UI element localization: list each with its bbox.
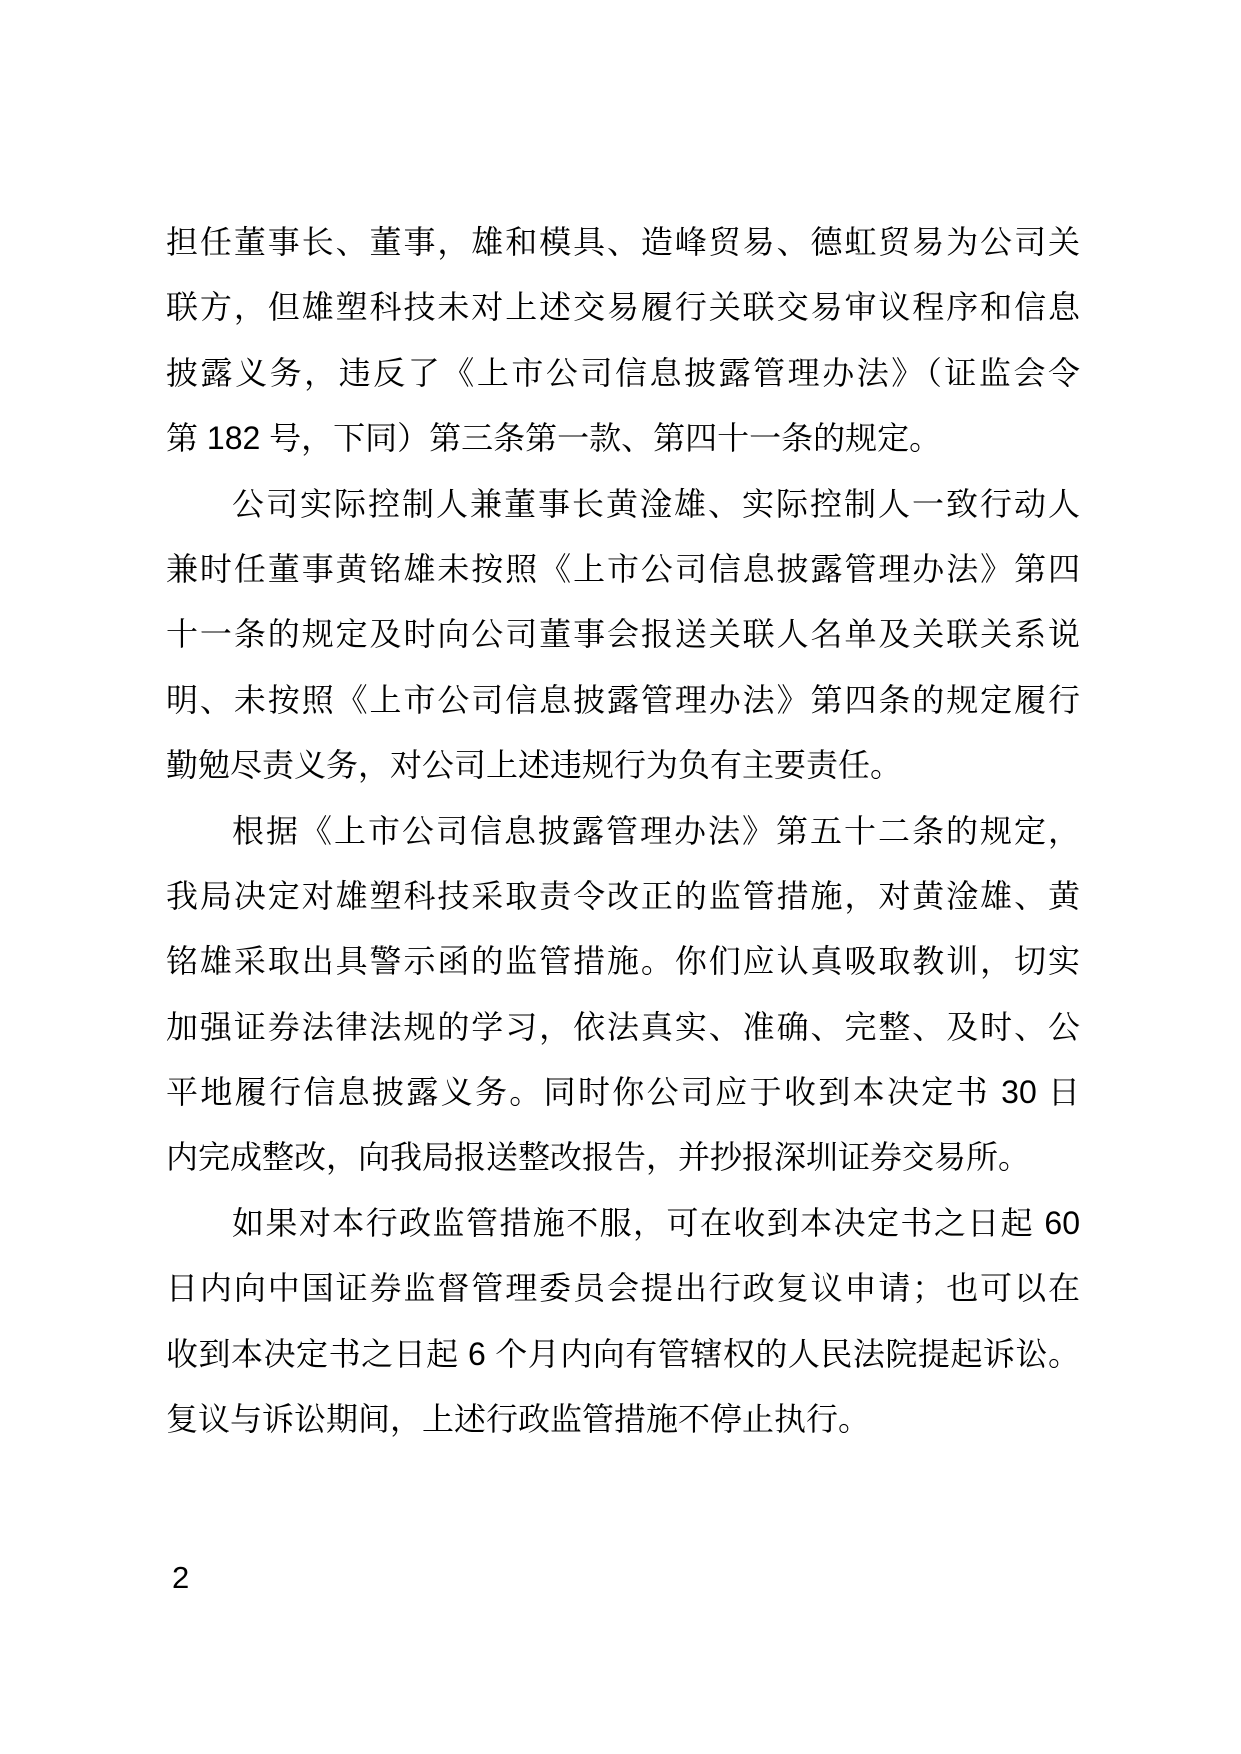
text-line: 联方，但雄塑科技未对上述交易履行关联交易审议程序和信息 bbox=[166, 289, 1080, 326]
text-line: 铭雄采取出具警示函的监管措施。你们应认真吸取教训，切实 bbox=[166, 943, 1080, 980]
text-line: 内完成整改，向我局报送整改报告，并抄报深圳证券交易所。 bbox=[166, 1139, 1031, 1176]
text-line: 十一条的规定及时向公司董事会报送关联人名单及关联关系说 bbox=[166, 616, 1080, 653]
paragraph bbox=[166, 799, 1080, 1191]
text-line: 如果对本行政监管措施不服，可在收到本决定书之日起 60 bbox=[232, 1204, 1080, 1241]
text-line: 平地履行信息披露义务。同时你公司应于收到本决定书 30 日 bbox=[166, 1074, 1080, 1111]
text-line: 加强证券法律法规的学习，依法真实、准确、完整、及时、公 bbox=[166, 1008, 1080, 1045]
paragraph bbox=[166, 1191, 1080, 1453]
text-line: 日内向中国证券监督管理委员会提出行政复议申请；也可以在 bbox=[166, 1270, 1080, 1307]
text-line: 担任董事长、董事，雄和模具、造峰贸易、德虹贸易为公司关 bbox=[166, 224, 1080, 260]
text-line: 勤勉尽责义务，对公司上述违规行为负有主要责任。 bbox=[166, 747, 903, 784]
text-line: 复议与诉讼期间，上述行政监管措施不停止执行。 bbox=[166, 1401, 871, 1438]
text-line: 我局决定对雄塑科技采取责令改正的监管措施，对黄淦雄、黄 bbox=[166, 877, 1080, 914]
paragraph bbox=[166, 210, 1080, 472]
text-line: 披露义务，违反了《上市公司信息披露管理办法》（证监会令 bbox=[166, 354, 1080, 391]
text-line: 公司实际控制人兼董事长黄淦雄、实际控制人一致行动人 bbox=[232, 485, 1080, 522]
text-line: 收到本决定书之日起 6 个月内向有管辖权的人民法院提起诉讼。 bbox=[166, 1335, 1080, 1372]
text-line: 明、未按照《上市公司信息披露管理办法》第四条的规定履行 bbox=[166, 681, 1080, 718]
text-line: 兼时任董事黄铭雄未按照《上市公司信息披露管理办法》第四 bbox=[166, 550, 1080, 587]
document-body bbox=[166, 210, 1080, 1452]
page-number: 2 bbox=[172, 1560, 190, 1595]
text-line: 根据《上市公司信息披露管理办法》第五十二条的规定， bbox=[232, 812, 1080, 849]
text-line: 第 182 号，下同）第三条第一款、第四十一条的规定。 bbox=[166, 420, 942, 457]
paragraph bbox=[166, 472, 1080, 799]
